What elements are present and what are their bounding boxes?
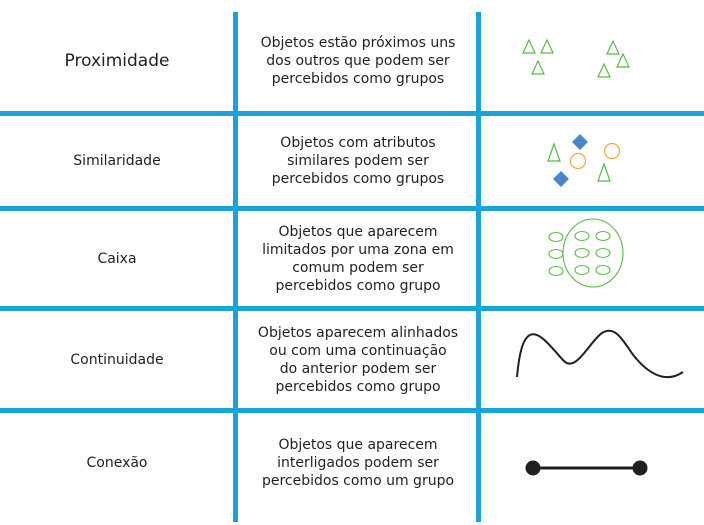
principle-name: Similaridade [73, 153, 161, 169]
principle-name: Proximidade [64, 50, 170, 71]
principle-name: Conexão [86, 455, 148, 471]
table-row-connection [0, 413, 704, 513]
table-row-similarity [0, 116, 704, 206]
table-row-continuity [0, 311, 704, 408]
connection-dumbbell-icon [482, 413, 704, 513]
proximity-triangles-icon [482, 10, 704, 111]
similarity-shapes-icon [482, 116, 704, 206]
principle-description: Objetos com atributos similares podem ser percebidos como grupos [271, 135, 445, 187]
continuity-curve-icon [482, 311, 704, 408]
table-row-proximity [0, 10, 704, 111]
principle-description: Objetos que aparecem interligados podem ser percebidos como um grupo [261, 437, 455, 489]
principle-name: Caixa [97, 250, 137, 267]
principle-description: Objetos aparecem alinhados ou com uma continuação do anterior podem ser percebidos como grupo [257, 324, 459, 395]
principle-name: Continuidade [70, 351, 164, 368]
principle-description: Objetos estão próximos uns dos outros que podem ser percebidos como grupos [260, 34, 456, 87]
enclosure-ellipses-icon [482, 211, 704, 306]
table-row-enclosure [0, 211, 704, 306]
principle-description: Objetos que aparecem limitados por uma zona em comum podem ser percebidos como grupo [262, 223, 454, 294]
